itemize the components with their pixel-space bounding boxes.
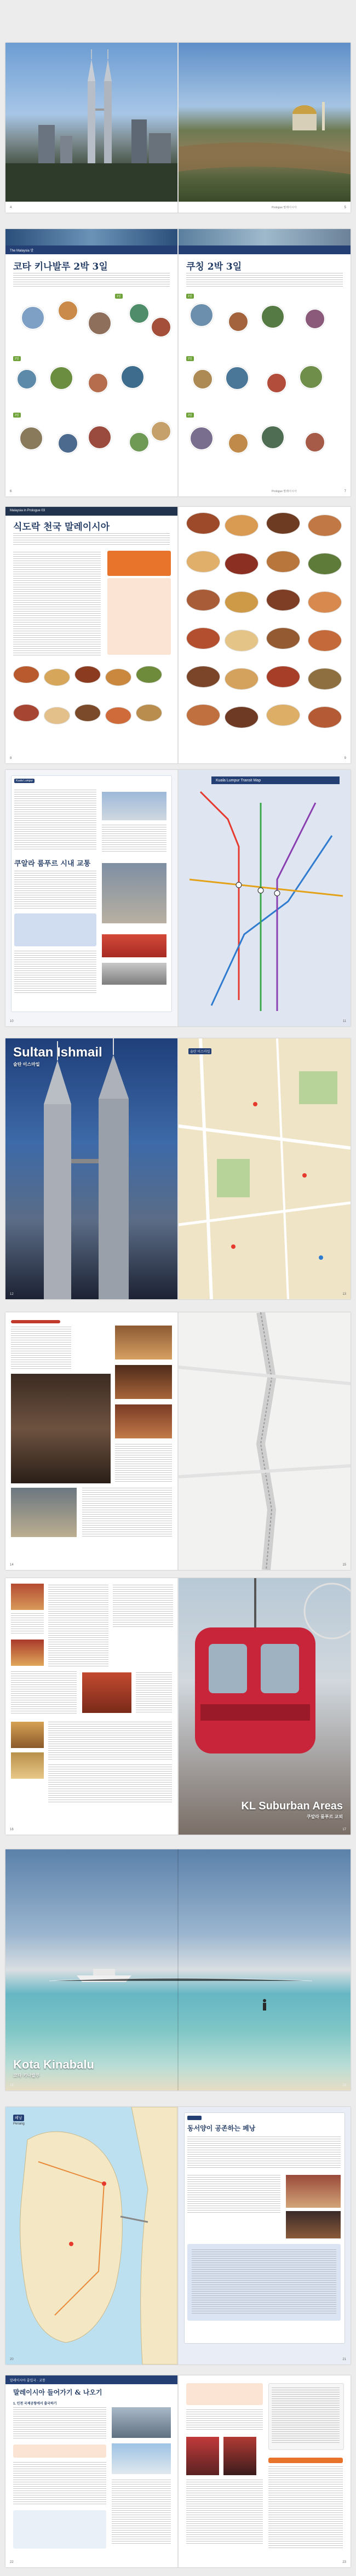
spread-10 <box>5 2375 351 2567</box>
gutter <box>177 1578 179 1835</box>
info-text <box>192 2249 336 2315</box>
street-photo <box>11 1488 77 1537</box>
page-13 <box>179 1038 351 1299</box>
page-number-right: 15 <box>342 1563 346 1567</box>
towers-illustration <box>5 1038 177 1299</box>
page-number-right: 5 <box>344 206 346 209</box>
body-text <box>48 1764 172 1803</box>
page-number-left: 8 <box>10 757 12 760</box>
body-text <box>11 1613 44 1635</box>
shophouse-photo <box>286 2175 341 2208</box>
body-text <box>82 1488 172 1537</box>
itinerary-photo <box>305 309 325 329</box>
body-text <box>187 2137 341 2169</box>
taxi-photo <box>102 934 166 957</box>
spread-4 <box>5 770 351 1026</box>
restaurant-interior-photo <box>11 1374 111 1483</box>
itinerary-photo <box>228 433 249 454</box>
food-photo <box>308 515 342 536</box>
page-number-left: 4 <box>10 206 12 209</box>
food-title: 식도락 천국 말레이시아 <box>13 522 110 533</box>
page-number-right: 23 <box>342 2561 346 2564</box>
spread-2 <box>5 229 351 496</box>
page-number-left: 14 <box>10 1563 14 1567</box>
spread-9 <box>5 2107 351 2364</box>
car-photo <box>102 792 166 820</box>
itinerary-photo <box>88 311 112 335</box>
itinerary-photo <box>120 365 145 389</box>
page-number-right: 17 <box>342 1828 346 1831</box>
kl-skyline-photo <box>5 43 177 202</box>
itinerary-photo <box>228 311 249 332</box>
body-text <box>113 1585 173 1629</box>
highlight-bar <box>268 2458 343 2463</box>
section-tag <box>187 2116 202 2120</box>
page-number-left: 18 <box>10 2084 14 2087</box>
body-text <box>13 273 170 287</box>
day-tag-3: 3일 <box>13 413 21 418</box>
map-title-tag: 술탄 이스마일 <box>188 1048 211 1054</box>
page-8 <box>5 507 177 763</box>
body-text <box>14 790 96 850</box>
page-16 <box>5 1578 177 1835</box>
notice-box <box>13 2444 106 2458</box>
body-text <box>48 1722 172 1760</box>
food-photo <box>74 704 101 722</box>
itinerary-photo <box>88 373 108 393</box>
food-photo <box>308 591 342 613</box>
dish-photo <box>115 1404 172 1438</box>
food-photo <box>186 512 220 534</box>
kiosk-photo <box>223 2437 256 2475</box>
food-photo <box>266 589 300 611</box>
food-photo <box>225 668 259 690</box>
gutter <box>177 507 179 763</box>
dish-photo <box>115 1365 172 1399</box>
page-22 <box>5 2375 177 2567</box>
body-text <box>13 2407 106 2440</box>
food-photo <box>186 704 220 726</box>
food-photo <box>186 551 220 573</box>
spread-6 <box>5 1312 351 1570</box>
info-box-body <box>107 578 171 655</box>
page-number-right: 9 <box>344 757 346 760</box>
page-7 <box>179 229 351 496</box>
food-photo <box>308 706 342 728</box>
map-title: Kuala Lumpur Transit Map <box>211 776 340 784</box>
gutter <box>177 770 179 1026</box>
body-text <box>11 1671 77 1715</box>
page-9 <box>179 507 351 763</box>
page-number-left: 22 <box>10 2561 14 2564</box>
body-text <box>112 2480 171 2545</box>
section-title: KL Suburban Areas <box>241 1800 343 1812</box>
penang-title: 동서양이 공존하는 페낭 <box>187 2124 256 2132</box>
itinerary-photo <box>58 300 78 321</box>
header-banner-photo <box>5 229 177 248</box>
food-photo <box>225 515 259 536</box>
dish-photo <box>115 1326 172 1360</box>
red-heading-bar <box>11 1320 60 1323</box>
station-photo <box>102 863 166 923</box>
page-23 <box>179 2375 351 2567</box>
food-stall-photo <box>11 1640 44 1666</box>
food-photo <box>266 551 300 573</box>
page-21 <box>179 2107 351 2364</box>
penang-map <box>5 2107 177 2364</box>
food-photo <box>186 666 220 688</box>
city-tag: Kuala Lumpur <box>14 779 35 783</box>
page-number-left: 12 <box>10 1293 14 1296</box>
spread-8 <box>5 1849 351 2090</box>
food-photo <box>13 704 39 722</box>
page-number-right: 19 <box>342 2084 346 2087</box>
region-tag: 페낭 <box>13 2115 24 2121</box>
body-text <box>186 2480 263 2545</box>
food-photo <box>105 669 131 686</box>
steps-box <box>13 2510 106 2549</box>
itinerary-photo <box>266 373 287 393</box>
spread-1 <box>5 43 351 213</box>
itinerary-photo <box>190 303 214 327</box>
noodle-photo <box>11 1722 44 1748</box>
food-photo <box>266 627 300 649</box>
body-text <box>136 1672 172 1713</box>
entry-title: 말레이시아 들어가기 & 나오기 <box>13 2389 102 2396</box>
body-text <box>102 825 166 852</box>
section-header: Malaysia in Prologue 03 <box>5 507 177 516</box>
petronas-night-photo <box>5 1038 177 1299</box>
food-photo <box>136 704 162 722</box>
food-photo <box>308 553 342 575</box>
itinerary-photo <box>129 303 150 324</box>
itinerary-title: 쿠칭 2박 3일 <box>186 261 242 272</box>
itinerary-photo <box>19 426 43 450</box>
day-tag-2: 2일 <box>186 356 194 361</box>
body-text <box>186 2409 263 2431</box>
header-banner-photo <box>179 229 351 248</box>
gutter <box>177 43 179 213</box>
food-photo <box>13 666 39 683</box>
body-text <box>268 2466 343 2549</box>
itinerary-photo <box>58 433 78 454</box>
food-photo <box>266 666 300 688</box>
market-photo <box>11 1584 44 1610</box>
temple-photo <box>286 2211 341 2238</box>
body-text <box>13 2462 106 2506</box>
district-subtitle: 술탄 이스마일 <box>13 1062 40 1067</box>
body-text <box>11 1327 71 1370</box>
district-map <box>179 1038 351 1299</box>
itinerary-photo <box>261 305 285 329</box>
section-header-bar <box>179 245 351 254</box>
dessert-photo <box>11 1752 44 1779</box>
itinerary-photo <box>21 306 45 330</box>
food-photo <box>136 666 162 683</box>
column-text <box>13 552 101 656</box>
page-number-left: 20 <box>10 2358 14 2361</box>
food-photo <box>308 668 342 690</box>
page-20 <box>5 2107 177 2364</box>
itinerary-photo <box>151 421 171 442</box>
page-number-left: 6 <box>10 490 12 493</box>
kiosk-photo <box>186 2437 219 2475</box>
shop-photo <box>82 1672 131 1713</box>
day-tag-3: 3일 <box>186 413 194 418</box>
running-head: Prologue 말레이시아 <box>272 206 297 209</box>
table-lines <box>272 2387 340 2444</box>
page-number-right: 11 <box>342 1020 346 1023</box>
page-12 <box>5 1038 177 1299</box>
itinerary-photo <box>299 365 323 389</box>
petronas-towers-illustration <box>5 43 177 202</box>
running-head: Prologue 말레이시아 <box>272 490 297 493</box>
day-tag-1: 1일 <box>186 294 194 299</box>
food-photo <box>225 630 259 652</box>
page-11 <box>179 770 351 1026</box>
itinerary-photo <box>225 366 249 390</box>
page-number-left: 10 <box>10 1020 14 1023</box>
page-number-right: 21 <box>342 2358 346 2361</box>
page-4 <box>5 43 177 213</box>
page-14 <box>5 1312 177 1570</box>
spread-3 <box>5 507 351 763</box>
page-number-left: 16 <box>10 1828 14 1831</box>
food-photo <box>266 512 300 534</box>
intro-text <box>13 533 170 546</box>
food-photo <box>44 669 70 686</box>
region-tag-sub: Penang <box>13 2122 25 2126</box>
itinerary-photo <box>305 432 325 453</box>
river-mosque-photo <box>179 43 351 202</box>
day-tag-1: 1일 <box>115 294 123 299</box>
body-text <box>14 951 96 995</box>
day-tag-2: 2일 <box>13 356 21 361</box>
itinerary-photo <box>261 425 285 449</box>
street-map <box>179 1312 351 1570</box>
itinerary-photo <box>129 432 150 453</box>
food-photo <box>225 591 259 613</box>
itinerary-title: 코타 키나발루 2박 3일 <box>13 261 108 272</box>
bus-photo <box>102 963 166 985</box>
gutter <box>177 229 179 496</box>
subsection-heading: 1. 인천 국제공항에서 출국하기 <box>13 2402 57 2406</box>
info-box <box>107 551 171 576</box>
page-17 <box>179 1578 351 1835</box>
page-number-right: 7 <box>344 490 346 493</box>
transport-title: 쿠알라 룸푸르 시내 교통 <box>14 860 91 868</box>
body-text <box>187 2175 280 2213</box>
spread-7 <box>5 1578 351 1835</box>
body-text <box>48 1585 108 1667</box>
itinerary-photo <box>16 369 37 390</box>
body-text <box>14 871 96 909</box>
page-15 <box>179 1312 351 1570</box>
food-photo <box>74 666 101 683</box>
page-number-right: 13 <box>342 1293 346 1296</box>
itinerary-photo <box>192 369 213 390</box>
body-text <box>186 273 343 287</box>
gondola-illustration <box>179 1578 351 1835</box>
airplane-photo <box>112 2443 171 2474</box>
food-photo <box>266 704 300 726</box>
ferris-wheel-photo <box>179 1578 351 1835</box>
gutter <box>177 2107 179 2364</box>
district-title: Sultan Ishmail <box>13 1045 102 1060</box>
page-6 <box>5 229 177 496</box>
food-photo <box>225 706 259 728</box>
itinerary-photo <box>49 366 73 390</box>
highlight-box <box>14 913 96 946</box>
gutter <box>177 1038 179 1299</box>
page-5 <box>179 43 351 213</box>
section-header: The Malaysia 말 <box>5 245 177 254</box>
mosque-river-illustration <box>179 43 351 202</box>
spread-5 <box>5 1038 351 1299</box>
itinerary-photo <box>88 425 112 449</box>
city-subtitle: 코타 키나발루 <box>13 2073 40 2078</box>
section-header: 말레이시아 출입국 · 교통 <box>5 2375 177 2384</box>
food-photo <box>308 630 342 652</box>
body-text <box>115 1444 172 1482</box>
itinerary-photo <box>190 426 214 450</box>
airport-photo <box>112 2407 171 2438</box>
notice-box <box>186 2383 263 2405</box>
city-title: Kota Kinabalu <box>13 2058 94 2071</box>
food-photo <box>186 627 220 649</box>
gutter <box>177 2375 179 2567</box>
section-subtitle: 쿠알라 룸푸르 교외 <box>306 1814 343 1819</box>
food-photo <box>225 553 259 575</box>
transit-map <box>179 770 351 1026</box>
gutter <box>177 1849 179 2090</box>
food-photo <box>105 707 131 724</box>
food-photo <box>186 589 220 611</box>
food-photo <box>44 707 70 724</box>
gutter <box>177 1312 179 1570</box>
page-10 <box>5 770 177 1026</box>
itinerary-photo <box>151 317 171 338</box>
